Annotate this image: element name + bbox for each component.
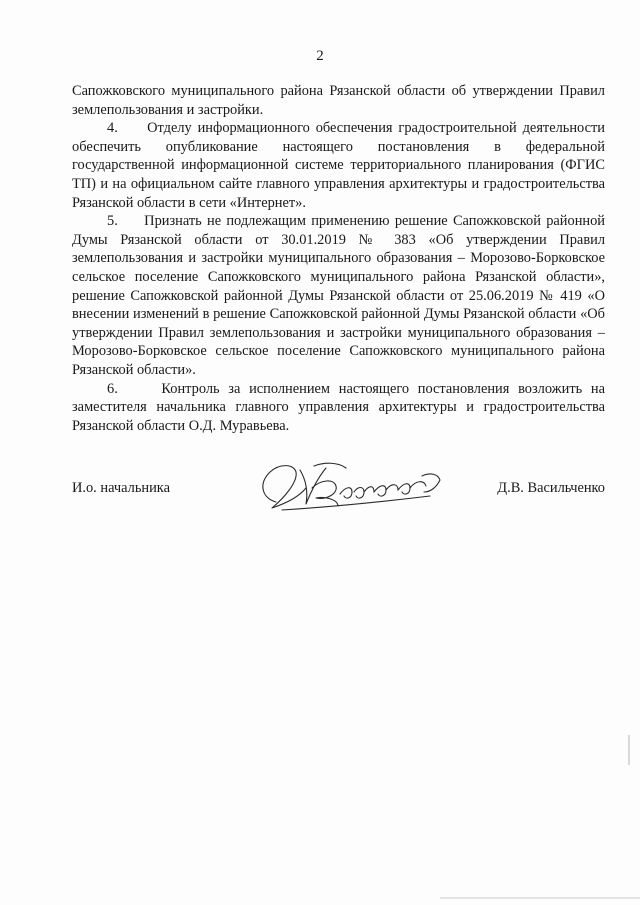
paragraph-item-4: 4. Отделу информационного обеспечения градостроительной деятельности обеспечить опубликование настоящего постановления в федеральной государственной информационной системе территориального планирования (ФГИС ТП) и на официальном сайте главного управления архитектуры и градостроительства Рязанской области в сети «Интернет». (72, 120, 605, 211)
signature-block (72, 478, 605, 518)
scan-artifact-bottom (440, 897, 640, 899)
page-number: 2 (316, 48, 324, 64)
handwritten-signature (254, 458, 454, 520)
paragraph-item-6: 6. Контроль за исполнением настоящего постановления возложить на заместителя начальника главного управления архитектуры и градостроительства Рязанской области О.Д. Муравьева. (72, 380, 605, 434)
paragraph-intro: Сапожковского муниципального района Рязанской области об утверждении Правил землепользования и застройки. (72, 83, 605, 118)
paragraph-item-5: 5. Признать не подлежащим применению решение Сапожковской районной Думы Рязанской области от 30.01.2019 № 383 «Об утверждении Правил землепользования и застройки муниципального образования – Морозово-Борковское сельское поселение Сапожковского муниципального района Рязанской области», решение Сапожковской районной Думы Рязанской области от 25.06.2019 № 419 «О внесении изменений в решение Сапожковской районной Думы Рязанской области «Об утверждении Правил землепользования и застройки муниципального образования – Морозово-Борковское сельское поселение Сапожковского муниципального района Рязанской области». (72, 213, 605, 378)
signatory-name: Д.В. Васильченко (497, 480, 605, 496)
scan-artifact (628, 735, 630, 765)
document-body (72, 82, 605, 435)
signatory-position: И.о. начальника (72, 480, 170, 496)
